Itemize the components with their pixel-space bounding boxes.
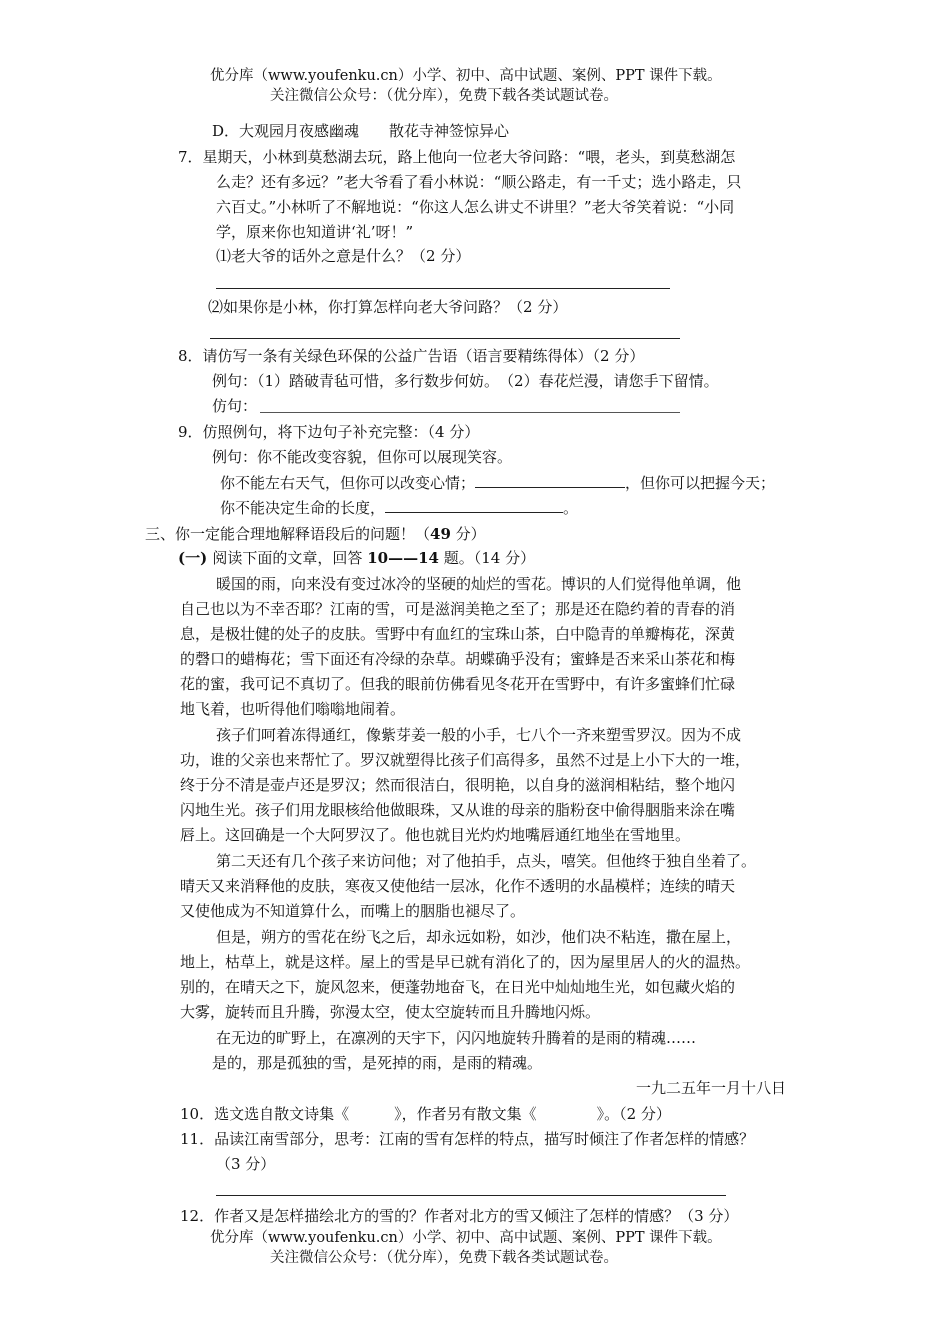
q8-prompt: 8．请仿写一条有关绿色环保的公益广告语（语言要精练得体）（2 分） [178, 347, 645, 365]
q7-answer-line-2[interactable] [210, 338, 680, 339]
q9-line-2 [220, 498, 578, 518]
passage-line: 第二天还有几个孩子来访问他；对了他拍手，点头，嘻笑。但他终于独自坐着了。 [216, 852, 757, 870]
q10: 10．选文选自散文诗集《 》，作者另有散文集《 》。（2 分） [180, 1105, 671, 1123]
passage-line: 在无边的旷野上，在凛冽的天宇下，闪闪地旋转升腾着的是雨的精魂…… [216, 1029, 697, 1047]
passage-line: 大雾，旋转而且升腾，弥漫太空，使太空旋转而且升腾地闪烁。 [180, 1003, 601, 1021]
section-3-title-text: 三、你一定能合理地解释语段后的问题！（ [145, 525, 431, 543]
q8-example: 例句：（1）踏破青毡可惜，多行数步何妨。 （2）春花烂漫，请您手下留情。 [212, 372, 719, 390]
section-3-title [145, 524, 486, 544]
q9-blank-2[interactable] [385, 498, 563, 513]
passage-line: 地飞着，也听得他们嗡嗡地闹着。 [180, 700, 406, 718]
q7-line-1: 7．星期天，小林到莫愁湖去玩，路上他向一位老大爷问路：“喂，老头，到莫愁湖怎 [178, 148, 736, 166]
q11-line-1: 11．品读江南雪部分，思考：江南的雪有怎样的特点，描写时倾注了作者怎样的情感？ [180, 1130, 755, 1148]
passage-line: 唇上。这回确是一个大阿罗汉了。他也就目光灼灼地嘴唇通红地坐在雪地里。 [180, 826, 691, 844]
passage-line: 息，是极壮健的处子的皮肤。雪野中有血红的宝珠山茶，白中隐青的单瓣梅花，深黄 [180, 625, 736, 643]
q7-line-3: 六百丈。”小林听了不解地说：“你这人怎么讲丈不讲里？”老大爷笑着说：“小同 [216, 198, 735, 216]
passage-line: 但是，朔方的雪花在纷飞之后，却永远如粉，如沙，他们决不粘连，撒在屋上， [216, 928, 742, 946]
subsection-1-text: 阅读下面的文章，回答 [212, 549, 368, 567]
q9-example: 例句：你不能改变容貌，但你可以展现笑容。 [212, 448, 513, 466]
passage-line: 孩子们呵着冻得通红，像紫芽姜一般的小手，七八个一齐来塑雪罗汉。因为不成 [216, 726, 742, 744]
q9-line-1 [220, 473, 775, 493]
q9-line-2-part-b: 。 [563, 499, 579, 517]
section-3-score: 49 [430, 525, 451, 543]
q11-answer-line[interactable] [216, 1195, 726, 1196]
passage-line: 是的，那是孤独的雪，是死掉的雨，是雨的精魂。 [212, 1054, 543, 1072]
passage-line: 自己也以为不幸否耶？江南的雪，可是滋润美艳之至了；那是还在隐约着的青春的消 [180, 600, 736, 618]
q9-blank-1[interactable] [475, 473, 625, 488]
subsection-1-range: 10——14 [367, 549, 439, 567]
subsection-1-title [178, 548, 535, 568]
q7-sub-question-2: ⑵如果你是小林，你打算怎样向老大爷问路？（2 分） [208, 298, 568, 316]
footer-line-1: 优分库（www.youfenku.cn）小学、初中、高中试题、案例、PPT 课件下载。 [210, 1230, 722, 1246]
q7-sub-question-1: ⑴老大爷的话外之意是什么？（2 分） [216, 247, 471, 265]
q7-line-2: 么走？还有多远？”老大爷看了看小林说：“顺公路走，有一千丈；选小路走，只 [216, 173, 742, 191]
q9-line-2-part-a: 你不能决定生命的长度， [220, 499, 386, 517]
subsection-1-score: 题。（14 分） [438, 549, 536, 567]
passage-line: 闪地生光。孩子们用龙眼核给他做眼珠，又从谁的母亲的脂粉奁中偷得胭脂来涂在嘴 [180, 801, 736, 819]
subsection-1-number: (一) [178, 549, 213, 567]
q9-line-1-part-a: 你不能左右天气，但你可以改变心情； [220, 474, 476, 492]
section-3-title-end: 分） [450, 525, 486, 543]
q9-prompt: 9．仿照例句，将下边句子补充完整：（4 分） [178, 423, 480, 441]
q9-line-1-part-b: ，但你可以把握今天； [625, 474, 776, 492]
passage-line: 终于分不清是壶卢还是罗汉；然而很洁白，很明艳，以自身的滋润相粘结，整个地闪 [180, 776, 736, 794]
passage-line: 晴天又来消释他的皮肤，寒夜又使他结一层冰，化作不透明的水晶模样；连续的晴天 [180, 877, 736, 895]
header-line-1: 优分库（www.youfenku.cn）小学、初中、高中试题、案例、PPT 课件下载。 [210, 68, 722, 84]
q11-line-2: （3 分） [216, 1155, 276, 1173]
q8-answer-line[interactable] [260, 412, 680, 413]
passage-line: 的磬口的蜡梅花；雪下面还有冷绿的杂草。胡蝶确乎没有；蜜蜂是否来采山茶花和梅 [180, 650, 736, 668]
passage-line: 别的，在晴天之下，旋风忽来，便蓬勃地奋飞，在日光中灿灿地生光，如包藏火焰的 [180, 978, 736, 996]
q12: 12．作者又是怎样描绘北方的雪的？作者对北方的雪又倾注了怎样的情感？（3 分） [180, 1207, 739, 1225]
q7-answer-line-1[interactable] [216, 288, 670, 289]
footer-line-2: 关注微信公众号：（优分库），免费下载各类试题试卷。 [270, 1250, 618, 1266]
passage-line: 花的蜜，我可记不真切了。但我的眼前仿佛看见冬花开在雪野中，有许多蜜蜂们忙碌 [180, 675, 736, 693]
q7-line-4: 学，原来你也知道讲‘礼’呀！” [216, 223, 414, 241]
passage-line: 暖国的雨，向来没有变过冰冷的坚硬的灿烂的雪花。博识的人们觉得他单调，他 [216, 575, 742, 593]
passage-line: 地上，枯草上，就是这样。屋上的雪是早已就有消化了的，因为屋里居人的火的温热。 [180, 953, 751, 971]
q6-option-d: D．大观园月夜感幽魂 散花寺神签惊异心 [212, 122, 510, 140]
header-line-2: 关注微信公众号：（优分库），免费下载各类试题试卷。 [270, 88, 618, 104]
q8-imitate-label: 仿句： [212, 397, 258, 415]
passage-line: 功，谁的父亲也来帮忙了。罗汉就塑得比孩子们高得多，虽然不过是上小下大的一堆， [180, 751, 751, 769]
passage-line: 又使他成为不知道算什么，而嘴上的胭脂也褪尽了。 [180, 902, 526, 920]
passage-date: 一九二五年一月十八日 [636, 1079, 787, 1097]
